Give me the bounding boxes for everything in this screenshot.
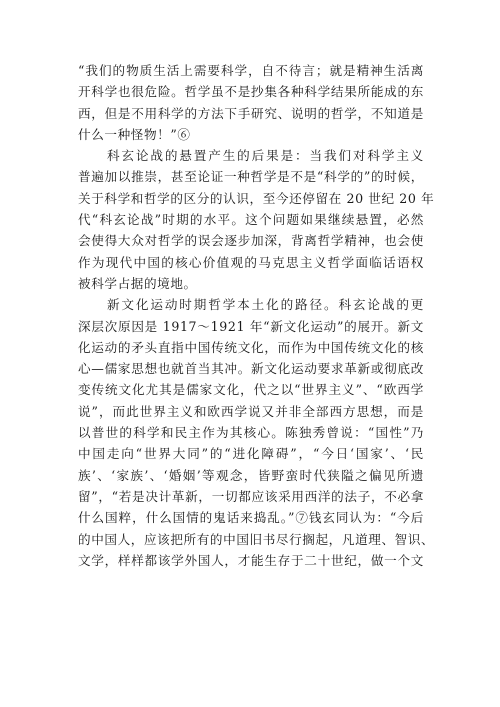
text-line: 的中国人，应该把所有的中国旧书尽行搁起，凡道理、智识、 [78,531,435,547]
text-line: 留”，“若是决计革新，一切都应该采用西洋的法子，不必拿 [78,488,424,504]
text-line: 化运动的矛头直指中国传统文化，而作为中国传统文化的核 [78,339,424,355]
document-page [78,60,435,571]
paragraph-2 [78,145,435,294]
text-line: 说”，而此世界主义和欧西学说又并非全部西方思想，而是 [78,403,424,419]
paragraph-1 [78,60,424,145]
text-line: 什么一种怪物！”⑥ [78,126,191,142]
text-line: 深层次原因是 1917～1921 年“新文化运动”的展开。新文 [78,318,424,334]
text-line: 新文化运动时期哲学本土化的路径。科玄论战的更 [78,297,424,313]
text-line: 族’、‘家族’、‘婚姻’等观念，皆野蛮时代狭隘之偏见所遗 [78,467,424,483]
text-line: 被科学占据的境地。 [78,275,197,291]
paragraph-3 [78,294,435,571]
text-line: 开科学也很危险。哲学虽不是抄集各种科学结果所能成的东 [78,84,424,100]
text-line: 代“科玄论战”时期的水平。这个问题如果继续悬置，必然 [78,212,424,228]
text-line: 文学，样样都该学外国人，才能生存于二十世纪，做一个文 [78,552,424,568]
text-line: 以普世的科学和民主作为其核心。陈独秀曾说：“国性”乃 [78,425,424,441]
text-line: 变传统文化尤其是儒家文化，代之以“世界主义”、“欧西学 [78,382,424,398]
text-line: 中国走向“世界大同”的“进化障碍”，“今日‘国家’、‘民 [78,446,424,462]
text-line: 关于科学和哲学的区分的认识，至今还停留在 20 世纪 20 年 [78,190,435,206]
text-line: 科玄论战的悬置产生的后果是：当我们对科学主义 [78,148,424,164]
text-line: “我们的物质生活上需要科学，自不待言；就是精神生活离 [78,63,424,78]
text-line: 普遍加以推崇，甚至论证一种哲学是不是“科学的”的时候， [78,169,424,185]
text-line: 会使得大众对哲学的误会逐步加深，背离哲学精神，也会使 [78,233,424,249]
text-line: 心—儒家思想也就首当其冲。新文化运动要求革新或彻底改 [78,361,424,377]
text-line: 西，但是不用科学的方法下手研究、说明的哲学，不知道是 [78,105,424,121]
text-line: 什么国粹，什么国情的鬼话来捣乱。”⑦钱玄同认为：“今后 [78,510,424,526]
text-line: 作为现代中国的核心价值观的马克思主义哲学面临话语权 [78,254,424,270]
